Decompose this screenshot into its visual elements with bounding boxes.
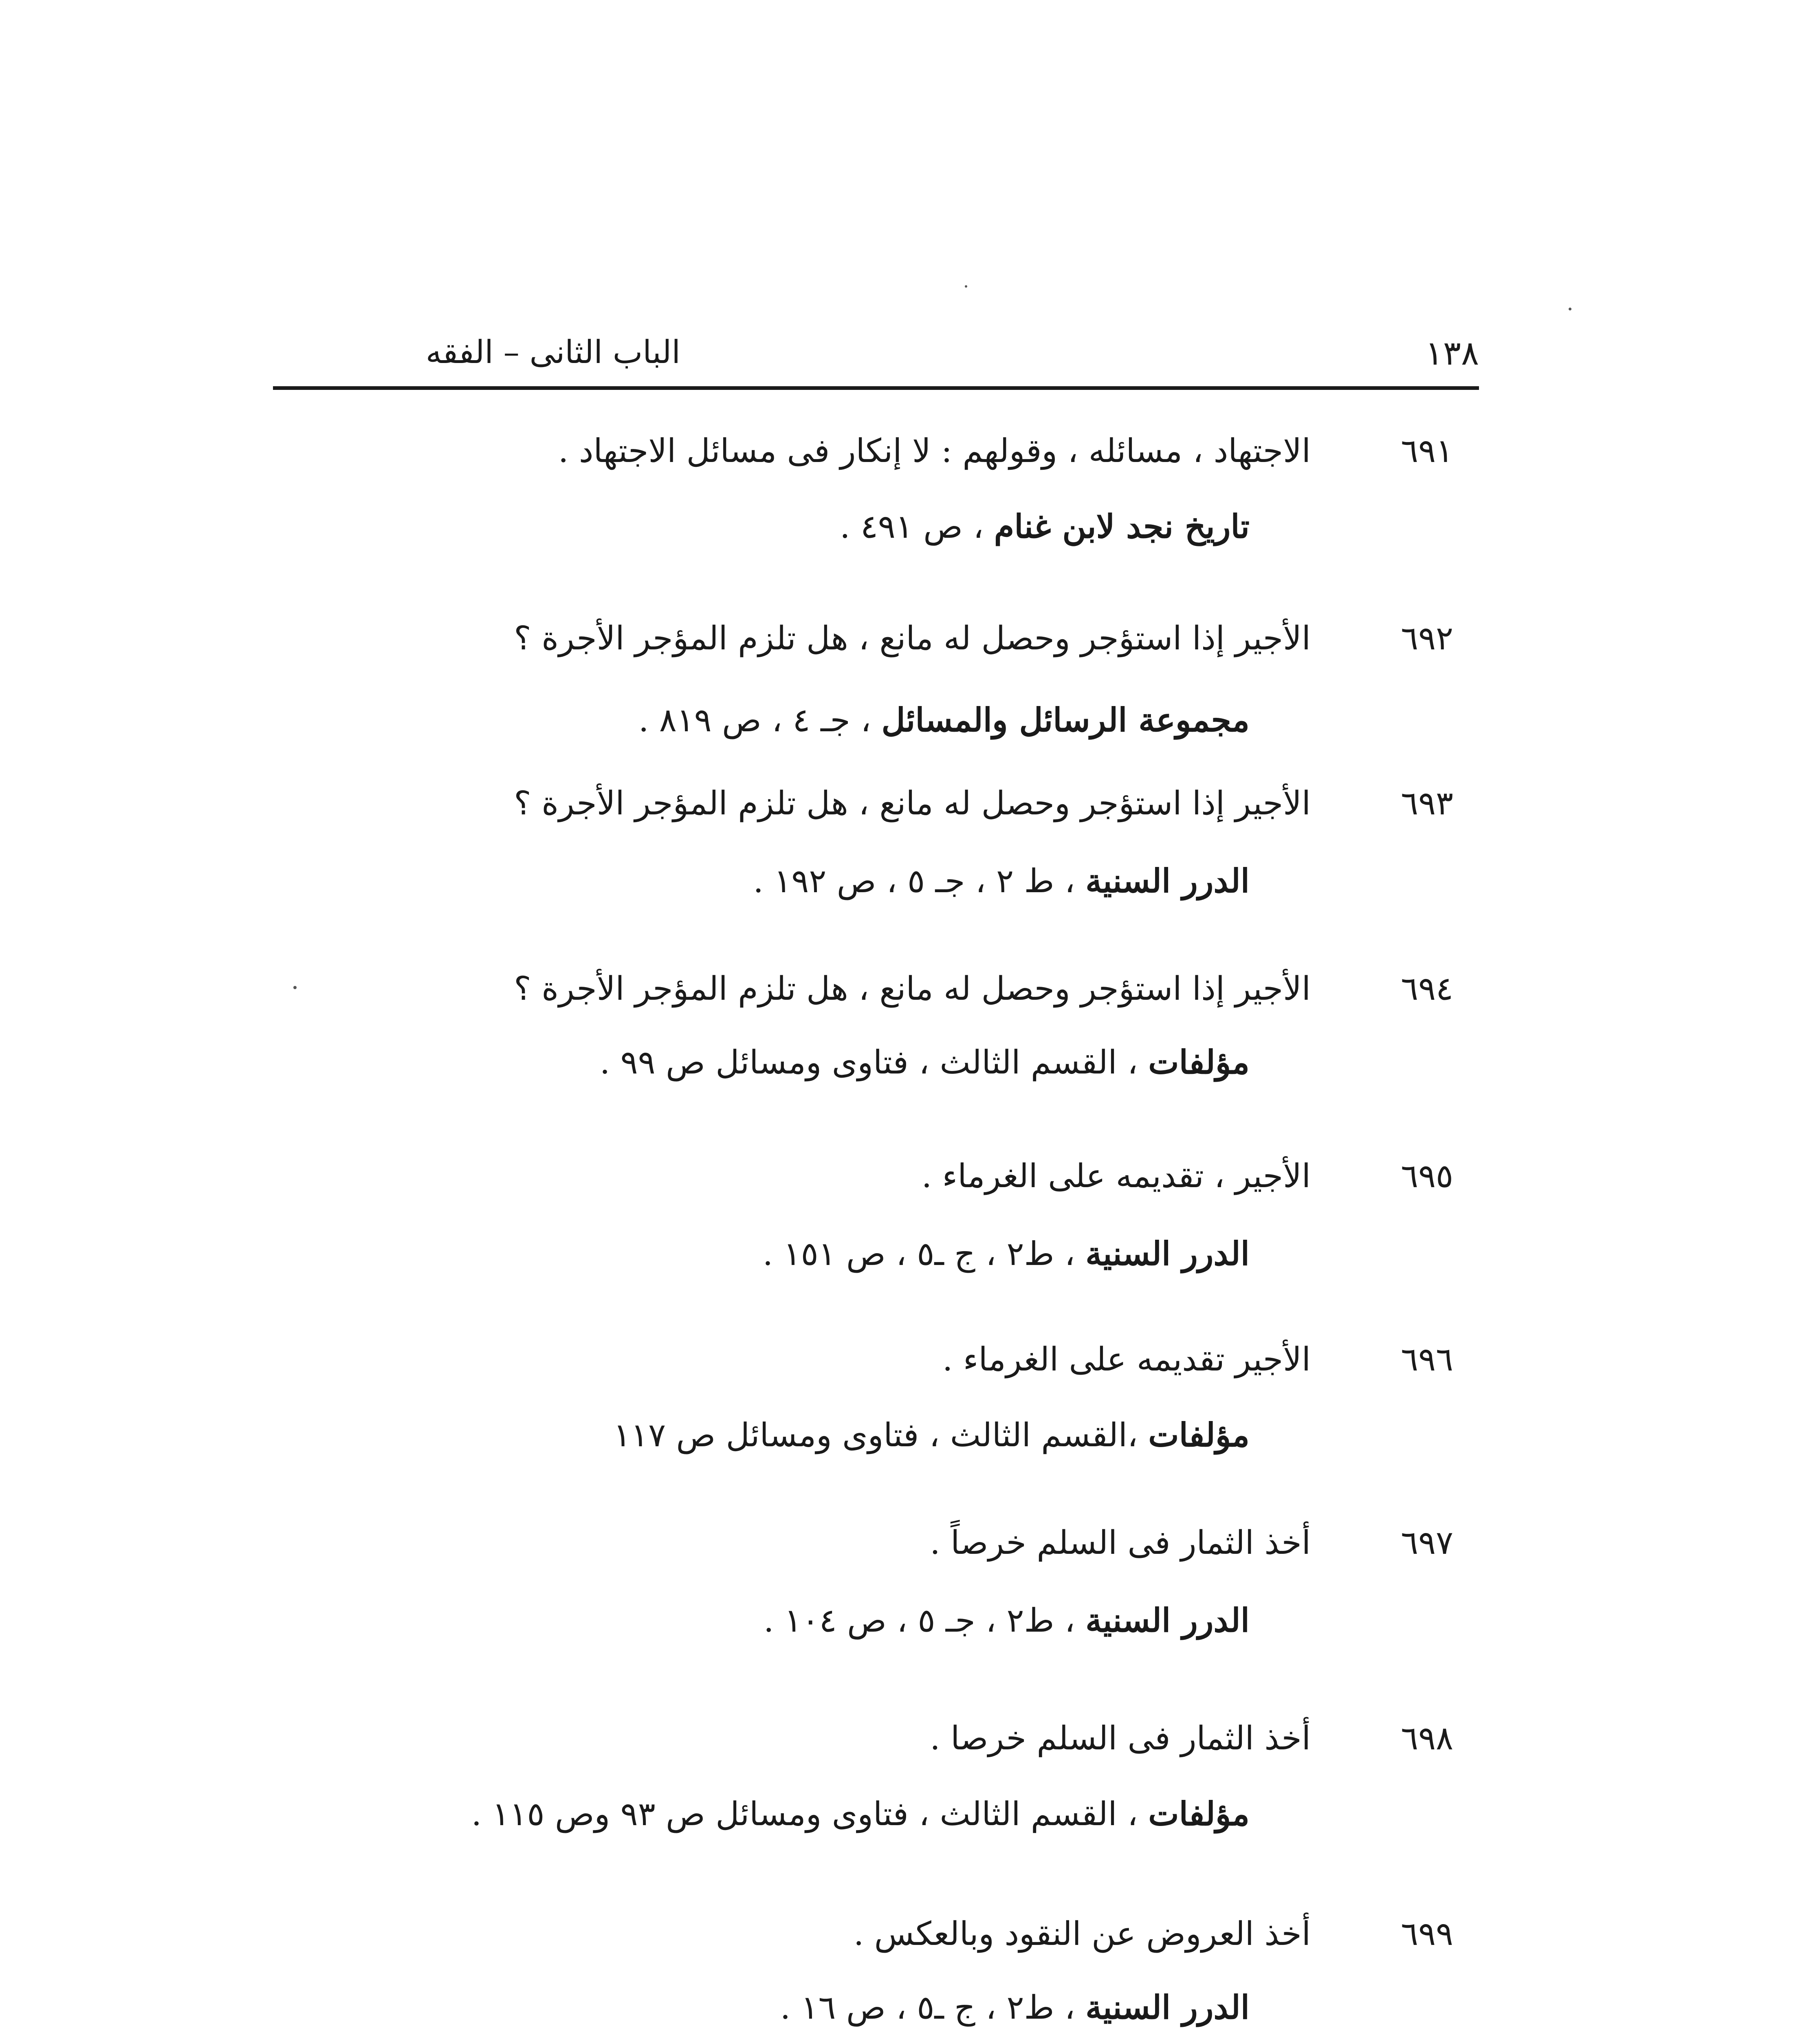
entry-number: ٦٩٥	[1401, 1157, 1453, 1195]
entry-subject: الأجير ، تقديمه على الغرماء .	[921, 1157, 1311, 1195]
entry-subject: الأجير إذا استؤجر وحصل له مانع ، هل تلزم المؤجر الأجرة ؟	[514, 970, 1311, 1008]
source-reference: ، ط٢ ، جـ ٥ ، ص ١٠٤ .	[763, 1601, 1086, 1639]
entry-source	[638, 701, 1250, 739]
entry-source	[600, 1043, 1250, 1081]
entry-source	[753, 862, 1250, 900]
entry-number: ٦٩٧	[1401, 1524, 1453, 1562]
source-reference: ،القسم الثالث ، فتاوى ومسائل ص ١١٧	[613, 1416, 1149, 1454]
entry-number: ٦٩٢	[1401, 619, 1453, 657]
entry-source	[780, 1988, 1250, 2026]
source-title: مؤلفات	[1148, 1416, 1250, 1454]
source-title: مؤلفات	[1148, 1043, 1250, 1081]
source-reference: ، ط٢ ، ج ـ٥ ، ص ١٥١ .	[762, 1235, 1086, 1273]
entry-source	[763, 1234, 1250, 1273]
entry-source	[613, 1416, 1250, 1454]
source-title: الدرر السنية	[1085, 1234, 1250, 1273]
entry-subject: الاجتهاد ، مسائله ، وقولهم : لا إنكار فى مسائل الاجتهاد .	[558, 432, 1311, 470]
entry-source	[764, 1601, 1250, 1639]
entry-subject: الأجير إذا استؤجر وحصل له مانع ، هل تلزم المؤجر الأجرة ؟	[514, 784, 1311, 822]
entry-number: ٦٩١	[1401, 432, 1453, 470]
source-title: الدرر السنية	[1085, 1988, 1250, 2026]
source-reference: ، القسم الثالث ، فتاوى ومسائل ص ٩٣ وص ١١٥ .	[471, 1795, 1149, 1833]
entry-subject: أخذ الثمار فى السلم خرصاً .	[930, 1524, 1311, 1562]
source-reference: ، ط ٢ ، جـ ٥ ، ص ١٩٢ .	[753, 862, 1086, 900]
entry-number: ٦٩٤	[1401, 970, 1453, 1008]
entry-subject: الأجير إذا استؤجر وحصل له مانع ، هل تلزم المؤجر الأجرة ؟	[514, 619, 1311, 657]
entry-subject: أخذ العروض عن النقود وبالعكس .	[853, 1915, 1311, 1953]
entry-number: ٦٩٨	[1401, 1719, 1453, 1757]
source-title: تاريخ نجد لابن غنام	[994, 507, 1250, 546]
source-reference: ، ط٢ ، ج ـ٥ ، ص ١٦ .	[780, 1989, 1086, 2026]
source-reference: ، القسم الثالث ، فتاوى ومسائل ص ٩٩ .	[599, 1043, 1149, 1081]
chapter-title: الباب الثانى – الفقه	[425, 334, 680, 371]
source-title: مجموعة الرسائل والمسائل	[881, 701, 1250, 739]
page-number: ١٣٨	[1425, 334, 1479, 373]
source-reference: ، جـ ٤ ، ص ٨١٩ .	[638, 701, 882, 739]
source-title: الدرر السنية	[1085, 1601, 1250, 1639]
entry-number: ٦٩٣	[1401, 784, 1453, 822]
entry-subject: الأجير تقديمه على الغرماء .	[942, 1340, 1311, 1378]
source-title: الدرر السنية	[1085, 862, 1250, 900]
entry-subject: أخذ الثمار فى السلم خرصا .	[930, 1719, 1311, 1757]
entry-source	[840, 507, 1250, 546]
source-reference: ، ص ٤٩١ .	[840, 508, 994, 546]
entry-number: ٦٩٦	[1401, 1340, 1453, 1378]
entry-number: ٦٩٩	[1401, 1915, 1453, 1953]
source-title: مؤلفات	[1148, 1795, 1250, 1833]
entry-source	[471, 1795, 1250, 1833]
